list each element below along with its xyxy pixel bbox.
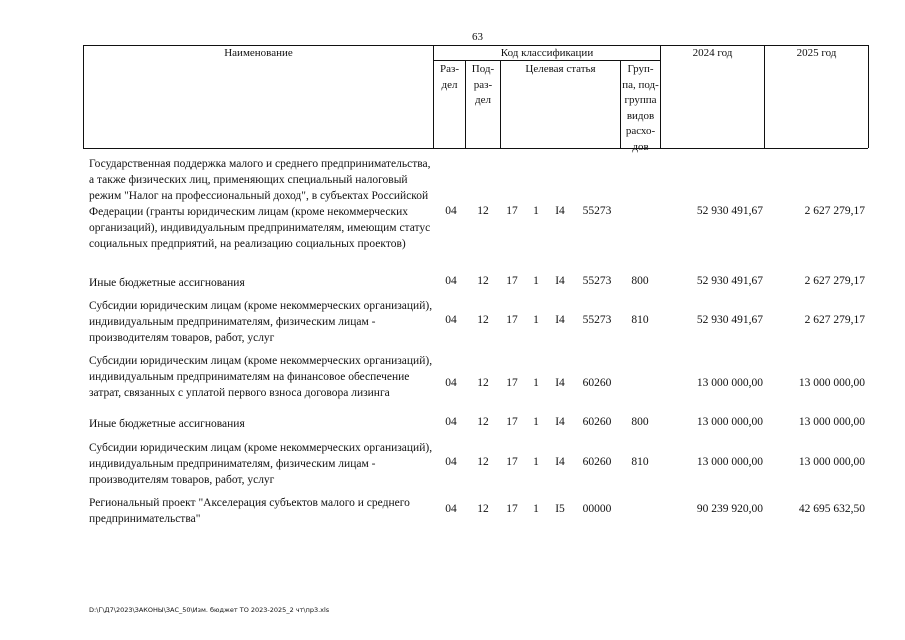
row-podrazdel: 12 (477, 377, 489, 389)
row-group: 810 (631, 456, 649, 468)
row-razdel: 04 (445, 416, 457, 428)
header-2024: 2024 год (692, 47, 733, 59)
row-target-3: I5 (555, 503, 565, 515)
row-2025: 42 695 632,50 (798, 503, 865, 515)
row-target-3: I4 (555, 205, 565, 217)
row-2024: 90 239 920,00 (696, 503, 763, 515)
row-target-1: 17 (506, 314, 518, 326)
header-2025: 2025 год (796, 47, 837, 59)
row-name: Субсидии юридическим лицам (кроме некоммерческих организаций), индивидуальным предпринимателям на финансовое обеспечение затрат, связанных с уплатой первого взноса договора лизинга (89, 355, 433, 399)
row-target-3: I4 (555, 275, 565, 287)
row-target-1: 17 (506, 205, 518, 217)
page-number: 63 (472, 31, 483, 43)
row-2025: 2 627 279,17 (804, 275, 865, 287)
row-2024: 13 000 000,00 (696, 416, 763, 428)
row-name: Иные бюджетные ассигнования (89, 418, 245, 430)
row-razdel: 04 (445, 377, 457, 389)
header-name: Наименование (224, 47, 293, 59)
file-path-footer: D:\Г\Д7\2023\ЗАКОНЫ\ЗАС_50\Изм. бюджет ТО 2023-2025_2 чт\пр3.xls (89, 606, 330, 614)
row-target-2: 1 (533, 275, 539, 287)
row-group: 800 (631, 275, 649, 287)
row-group: 810 (631, 314, 649, 326)
row-podrazdel: 12 (477, 416, 489, 428)
row-name: Государственная поддержка малого и среднего предпринимательства, а также физических лиц, применяющих специальный налоговый режим "Налог на профессиональный доход", в субъектах Российской Федерации (гранты юридическим лицам (кроме некоммерческих организаций), индивидуальным предпринимателям, имеющим статус социальных предприятий, на реализацию социальных проектов) (89, 158, 431, 250)
row-2025: 2 627 279,17 (804, 205, 865, 217)
row-podrazdel: 12 (477, 314, 489, 326)
header-podrazdel: Под- раз- дел (471, 63, 495, 106)
row-target-1: 17 (506, 416, 518, 428)
row-target-4: 60260 (582, 456, 612, 468)
row-2024: 52 930 491,67 (696, 314, 763, 326)
row-name: Иные бюджетные ассигнования (89, 277, 245, 289)
row-target-2: 1 (533, 205, 539, 217)
header-razdel: Раз- дел (439, 63, 459, 91)
header-group: Груп- па, под- группа видов расхо- дов (622, 63, 659, 153)
row-razdel: 04 (445, 314, 457, 326)
row-target-4: 55273 (582, 314, 612, 326)
row-razdel: 04 (445, 205, 457, 217)
row-target-4: 60260 (582, 416, 612, 428)
row-target-4: 00000 (582, 503, 612, 515)
row-2024: 13 000 000,00 (696, 456, 763, 468)
row-podrazdel: 12 (477, 205, 489, 217)
row-name: Субсидии юридическим лицам (кроме некоммерческих организаций), индивидуальным предпринимателям, физическим лицам - производителям товаров, работ, услуг (89, 300, 433, 344)
row-target-3: I4 (555, 377, 565, 389)
row-target-2: 1 (533, 456, 539, 468)
row-razdel: 04 (445, 456, 457, 468)
row-podrazdel: 12 (477, 503, 489, 515)
header-target: Целевая статья (525, 63, 596, 75)
row-target-1: 17 (506, 275, 518, 287)
row-target-2: 1 (533, 314, 539, 326)
row-target-2: 1 (533, 416, 539, 428)
row-group: 800 (631, 416, 649, 428)
row-target-1: 17 (506, 503, 518, 515)
row-razdel: 04 (445, 275, 457, 287)
row-razdel: 04 (445, 503, 457, 515)
row-2025: 13 000 000,00 (798, 377, 865, 389)
row-target-4: 55273 (582, 275, 612, 287)
row-2024: 52 930 491,67 (696, 205, 763, 217)
row-2025: 2 627 279,17 (804, 314, 865, 326)
row-podrazdel: 12 (477, 456, 489, 468)
row-target-2: 1 (533, 503, 539, 515)
row-podrazdel: 12 (477, 275, 489, 287)
row-2025: 13 000 000,00 (798, 416, 865, 428)
row-name: Региональный проект "Акселерация субъектов малого и среднего предпринимательства" (89, 497, 410, 525)
row-target-3: I4 (555, 456, 565, 468)
row-target-2: 1 (533, 377, 539, 389)
row-name: Субсидии юридическим лицам (кроме некоммерческих организаций), индивидуальным предпринимателям, физическим лицам - производителям товаров, работ, услуг (89, 442, 433, 486)
row-target-1: 17 (506, 377, 518, 389)
row-target-4: 55273 (582, 205, 612, 217)
row-target-4: 60260 (582, 377, 612, 389)
row-2024: 52 930 491,67 (696, 275, 763, 287)
row-target-3: I4 (555, 416, 565, 428)
header-code: Код классификации (500, 47, 594, 59)
row-target-3: I4 (555, 314, 565, 326)
row-2025: 13 000 000,00 (798, 456, 865, 468)
row-target-1: 17 (506, 456, 518, 468)
row-2024: 13 000 000,00 (696, 377, 763, 389)
